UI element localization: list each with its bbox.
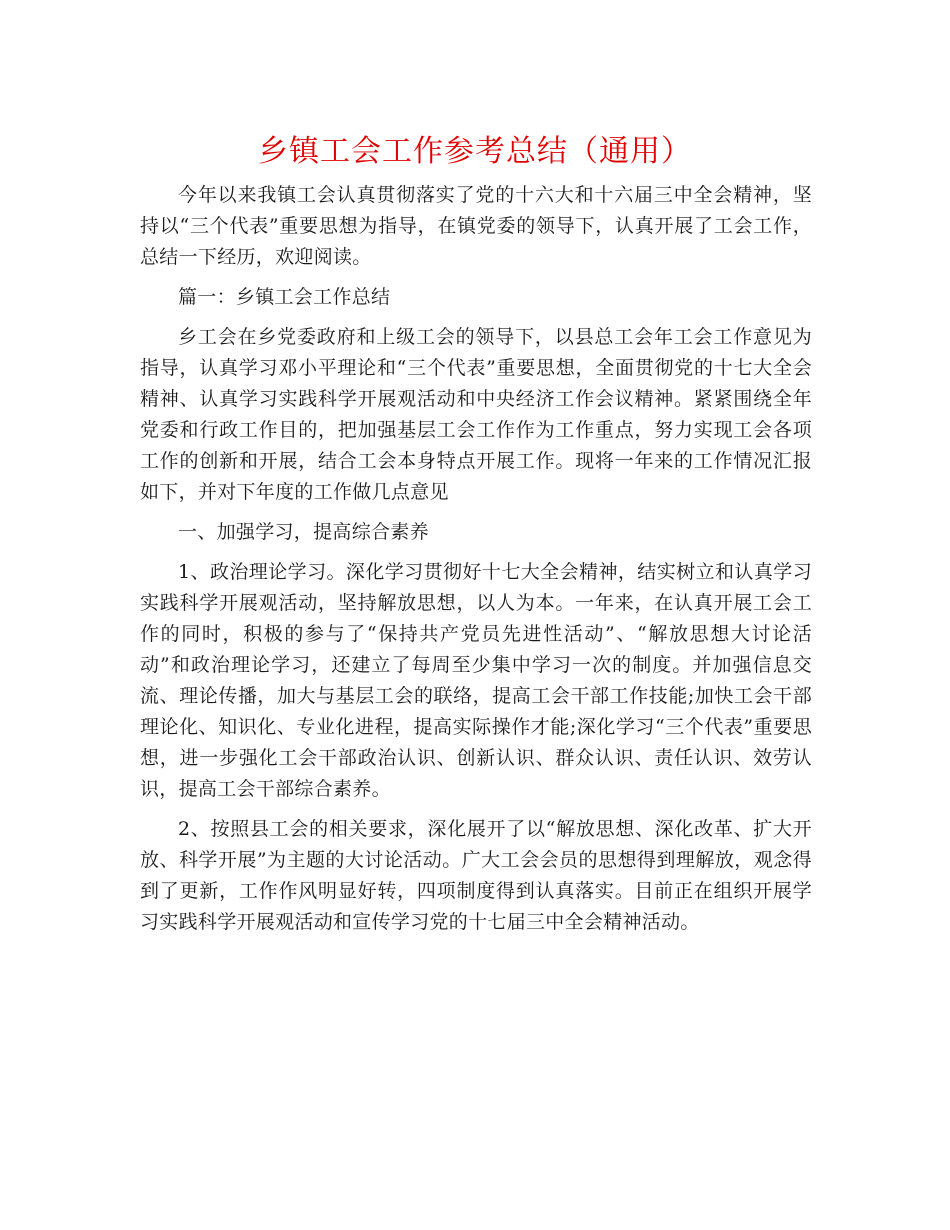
document-body [140,180,812,947]
section-heading-part-one: 篇一：乡镇工会工作总结 [178,286,391,308]
paragraph-overview: 乡工会在乡党委政府和上级工会的领导下，以县总工会年工会工作意见为指导，认真学习邓小平理论和“三个代表”重要思想，全面贯彻党的十七大全会精神、认真学习实践科学开展观活动和中央经济工作会议精神。紧紧围绕全年党委和行政工作目的，把加强基层工会工作作为工作重点，努力实现工会各项工作的创新和开展，结合工会本身特点开展工作。现将一年来的工作情况汇报如下，并对下年度的工作做几点意见 [140,326,812,503]
paragraph-discussion-activity: 2、按照县工会的相关要求，深化展开了以“解放思想、深化改革、扩大开放、科学开展”为主题的大讨论活动。广大工会会员的思想得到理解放，观念得到了更新，工作作风明显好转，四项制度得到认真落实。目前正在组织开展学习实践科学开展观活动和宣传学习党的十七届三中全会精神活动。 [140,818,812,933]
paragraph-political-study: 1、政治理论学习。深化学习贯彻好十七大全会精神，结实树立和认真学习实践科学开展观活动，坚持解放思想，以人为本。一年来，在认真开展工会工作的同时，积极的参与了“保持共产党员先进性活动”、“解放思想大讨论活动”和政治理论学习，还建立了每周至少集中学习一次的制度。并加强信息交流、理论传播，加大与基层工会的联络，提高工会干部工作技能;加快工会干部理论化、知识化、专业化进程，提高实际操作才能;深化学习“三个代表”重要思想，进一步强化工会干部政治认识、创新认识、群众认识、责任认识、效劳认识，提高工会干部综合素养。 [140,561,812,800]
section-heading-study: 一、加强学习，提高综合素养 [178,521,429,543]
document-title: 乡镇工会工作参考总结（通用） [258,134,692,169]
paragraph-intro: 今年以来我镇工会认真贯彻落实了党的十六大和十六届三中全会精神，坚持以“三个代表”重要思想为指导，在镇党委的领导下，认真开展了工会工作，总结一下经历，欢迎阅读。 [140,184,812,268]
